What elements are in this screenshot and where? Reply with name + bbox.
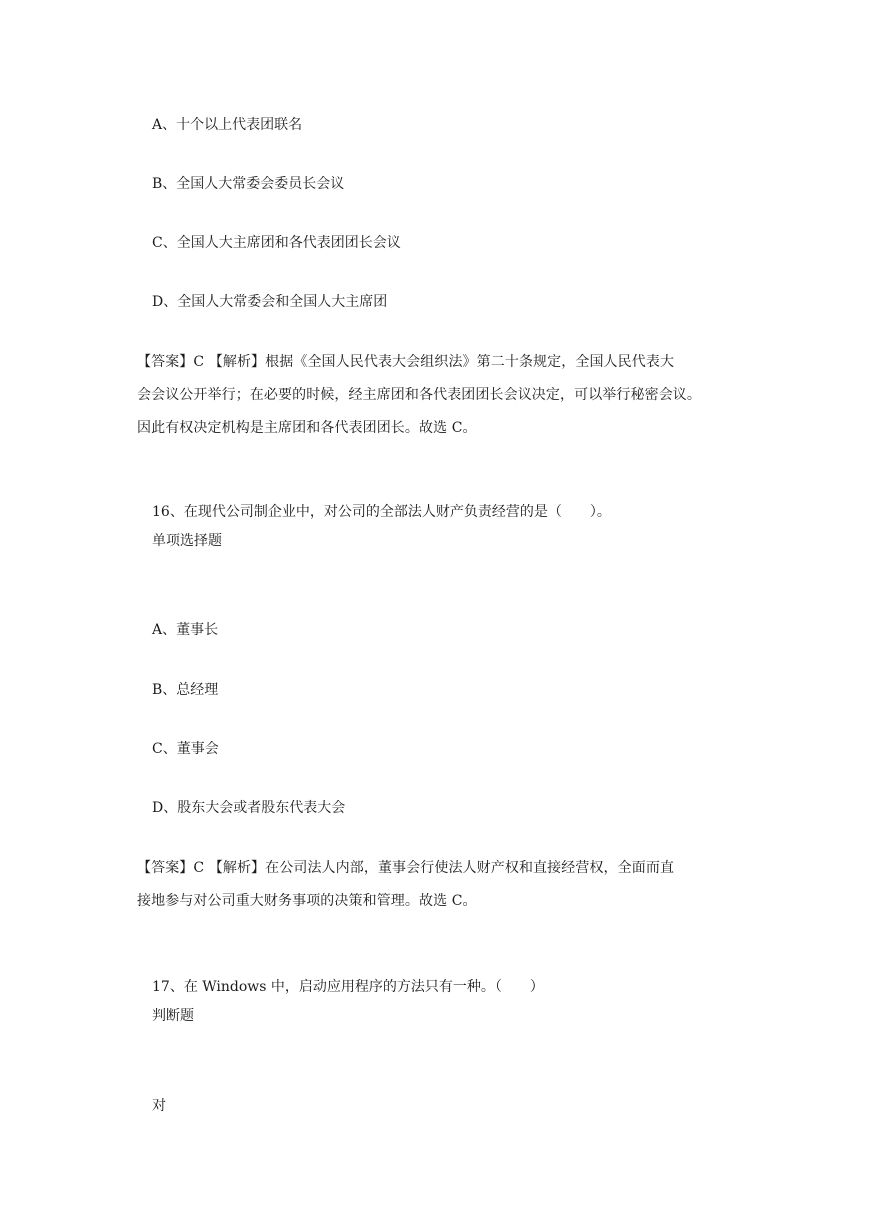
q16-answer-explanation [137, 852, 737, 918]
q15-option-d: D、全国人大常委会和全国人大主席团 [152, 294, 388, 310]
q15-answer-explanation [137, 346, 737, 445]
answer-line: 【答案】C 【解析】根据《全国人民代表大会组织法》第二十条规定，全国人民代表大 [137, 354, 675, 370]
answer-line: 【答案】C 【解析】在公司法人内部，董事会行使法人财产权和直接经营权，全面而直 [137, 860, 675, 876]
answer-line: 接地参与对公司重大财务事项的决策和管理。故选 C。 [137, 893, 477, 909]
q16-option-c: C、董事会 [152, 741, 219, 757]
q16-option-a: A、董事长 [152, 622, 219, 638]
q16-option-d: D、股东大会或者股东代表大会 [152, 800, 346, 816]
q15-option-a: A、十个以上代表团联名 [152, 117, 303, 133]
q16-option-b: B、总经理 [152, 682, 219, 698]
answer-line: 会会议公开举行；在必要的时候，经主席团和各代表团团长会议决定，可以举行秘密会议。 [137, 387, 701, 403]
q17-type: 判断题 [152, 1008, 194, 1024]
q15-option-b: B、全国人大常委会委员长会议 [152, 176, 345, 192]
q16-type: 单项选择题 [152, 533, 222, 549]
answer-line: 因此有权决定机构是主席团和各代表团团长。故选 C。 [137, 420, 477, 436]
q17-option-true: 对 [152, 1098, 166, 1114]
q16-question: 16、在现代公司制企业中，对公司的全部法人财产负责经营的是（ ）。 [152, 504, 611, 520]
q15-option-c: C、全国人大主席团和各代表团团长会议 [152, 235, 401, 251]
q17-question: 17、在 Windows 中，启动应用程序的方法只有一种。（ ） [152, 979, 544, 995]
